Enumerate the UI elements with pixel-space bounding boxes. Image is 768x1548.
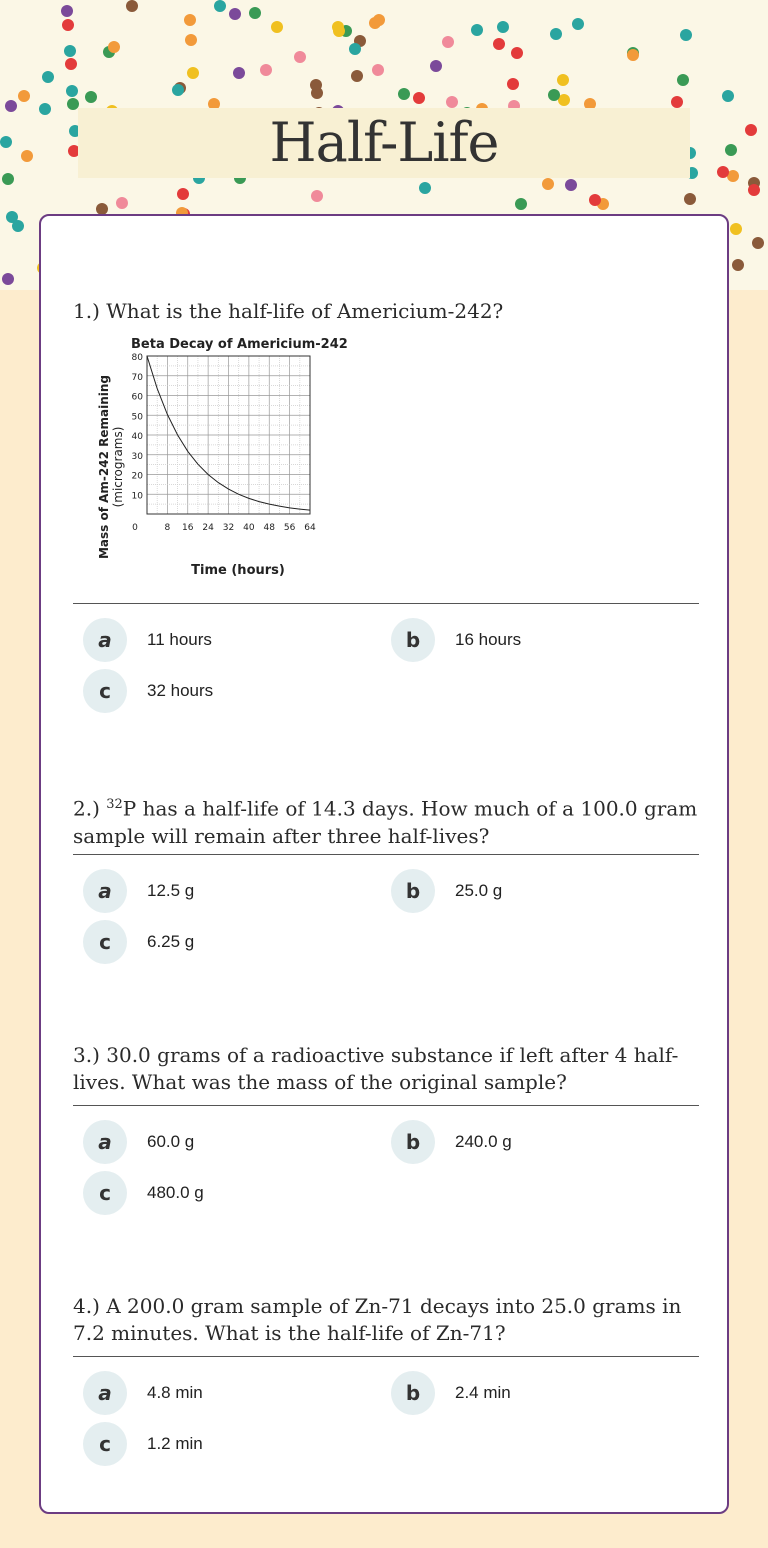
chart-x-tick-label: 24	[202, 523, 214, 533]
question-3-option-c[interactable]	[83, 1171, 204, 1215]
chart-x-axis-label: Time (hours)	[191, 563, 285, 578]
question-4-option-c[interactable]	[83, 1422, 203, 1466]
question-3-option-a[interactable]	[83, 1120, 194, 1164]
confetti-dot	[64, 45, 76, 57]
question-1-divider	[73, 603, 699, 604]
chart-y-tick-label: 10	[131, 491, 143, 502]
question-4-option-a[interactable]	[83, 1371, 203, 1415]
question-3-text: 30.0 grams of a radioactive substance if left after 4 half-lives. What was the mass of the original sample?	[73, 1043, 679, 1094]
confetti-dot	[369, 17, 381, 29]
confetti-dot	[42, 71, 54, 83]
option-letter-c: c	[83, 1422, 127, 1466]
question-2-option-c[interactable]	[83, 920, 194, 964]
option-text: 32 hours	[147, 681, 214, 700]
question-2-option-a[interactable]	[83, 869, 194, 913]
confetti-dot	[748, 184, 760, 196]
chart-y-tick-label: 80	[131, 353, 143, 363]
question-1	[73, 298, 699, 325]
option-text: 60.0 g	[147, 1132, 195, 1151]
page-title: Half-Life	[269, 111, 499, 174]
confetti-dot	[5, 100, 17, 112]
confetti-dot	[446, 96, 458, 108]
option-text: 2.4 min	[455, 1383, 511, 1402]
confetti-dot	[419, 182, 431, 194]
confetti-dot	[398, 88, 410, 100]
question-4-option-b[interactable]	[391, 1371, 511, 1415]
chart-y-ticks	[132, 353, 144, 501]
confetti-dot	[233, 67, 245, 79]
confetti-dot	[511, 47, 523, 59]
option-letter-c: c	[83, 669, 127, 713]
confetti-dot	[557, 74, 569, 86]
question-2-divider	[73, 854, 699, 855]
confetti-dot	[442, 36, 454, 48]
option-text: 16 hours	[455, 630, 522, 649]
chart-y-tick-label: 70	[131, 372, 143, 383]
chart-x-tick-label: 64	[304, 523, 316, 533]
confetti-dot	[332, 21, 344, 33]
confetti-dot	[430, 60, 442, 72]
worksheet-card	[39, 214, 729, 1514]
question-1-option-a[interactable]	[83, 618, 212, 662]
question-3-number: 3.)	[73, 1043, 100, 1067]
question-1-number: 1.)	[73, 299, 100, 323]
option-text: 240.0 g	[455, 1132, 512, 1151]
confetti-dot	[311, 87, 323, 99]
confetti-dot	[62, 19, 74, 31]
confetti-dot	[0, 136, 12, 148]
question-4-text: A 200.0 gram sample of Zn-71 decays into 25.0 grams in 7.2 minutes. What is the half-life of Zn-71?	[73, 1294, 682, 1345]
option-letter-b: b	[391, 1371, 435, 1415]
confetti-dot	[548, 89, 560, 101]
chart-x-tick-label: 56	[283, 523, 296, 533]
question-2-number: 2.)	[73, 796, 100, 821]
question-4	[73, 1293, 699, 1347]
confetti-dot	[684, 193, 696, 205]
option-text: 12.5 g	[147, 881, 195, 900]
confetti-dot	[18, 90, 30, 102]
confetti-dot	[493, 38, 505, 50]
option-letter-b: b	[391, 1120, 435, 1164]
confetti-dot	[372, 64, 384, 76]
option-text: 11 hours	[147, 630, 212, 649]
confetti-dot	[745, 124, 757, 136]
confetti-dot	[515, 198, 527, 210]
confetti-dot	[229, 8, 241, 20]
chart-grid	[147, 356, 310, 514]
option-letter-a: a	[83, 618, 127, 662]
chart-x-tick-label: 48	[263, 523, 275, 533]
option-text: 6.25 g	[147, 932, 195, 951]
question-4-divider	[73, 1356, 699, 1357]
confetti-dot	[2, 173, 14, 185]
confetti-dot	[177, 188, 189, 200]
chart-title: Beta Decay of Americium-242	[131, 337, 348, 352]
question-3-option-b[interactable]	[391, 1120, 512, 1164]
confetti-dot	[677, 74, 689, 86]
question-1-text: What is the half-life of Americium-242?	[106, 299, 504, 323]
confetti-dot	[85, 91, 97, 103]
confetti-dot	[572, 18, 584, 30]
chart-y-tick-label: 30	[131, 451, 143, 462]
option-letter-a: a	[83, 869, 127, 913]
confetti-dot	[172, 84, 184, 96]
chart-x-tick-label: 16	[182, 523, 194, 533]
chart-y-axis-label: Mass of Am-242 Remaining	[97, 374, 111, 560]
option-letter-c: c	[83, 1171, 127, 1215]
option-letter-a: a	[83, 1371, 127, 1415]
option-letter-c: c	[83, 920, 127, 964]
chart-x-tick-label: 8	[164, 523, 171, 533]
confetti-dot	[271, 21, 283, 33]
option-text: 1.2 min	[147, 1434, 203, 1453]
confetti-dot	[730, 223, 742, 235]
chart-y-tick-label: 20	[131, 471, 143, 482]
question-1-option-c[interactable]	[83, 669, 213, 713]
confetti-dot	[126, 0, 138, 12]
chart-y-axis-units: (micrograms)	[111, 426, 125, 508]
confetti-dot	[21, 150, 33, 162]
chart-y-tick-label: 50	[131, 412, 143, 423]
question-2-option-b[interactable]	[391, 869, 502, 913]
confetti-dot	[752, 237, 764, 249]
confetti-dot	[627, 49, 639, 61]
option-letter-a: a	[83, 1120, 127, 1164]
chart-y-tick-label: 40	[131, 432, 143, 442]
confetti-dot	[671, 96, 683, 108]
confetti-dot	[187, 67, 199, 79]
confetti-dot	[725, 144, 737, 156]
confetti-dot	[349, 43, 361, 55]
confetti-dot	[732, 259, 744, 271]
confetti-dot	[2, 273, 14, 285]
confetti-dot	[249, 7, 261, 19]
confetti-dot	[108, 41, 120, 53]
chart-x-tick-label: 32	[222, 523, 235, 533]
option-text: 480.0 g	[147, 1183, 204, 1202]
option-text: 25.0 g	[455, 881, 503, 900]
question-1-option-b[interactable]	[391, 618, 521, 662]
confetti-dot	[542, 178, 554, 190]
confetti-dot	[589, 194, 601, 206]
question-2-superscript: 32	[106, 797, 123, 812]
confetti-dot	[116, 197, 128, 209]
chart-beta-decay	[97, 334, 357, 584]
confetti-dot	[722, 90, 734, 102]
chart-x-ticks	[132, 523, 316, 533]
question-2	[73, 791, 699, 850]
confetti-dot	[260, 64, 272, 76]
chart-svg	[97, 334, 357, 584]
chart-x-tick-label: 40	[243, 523, 255, 533]
confetti-dot	[184, 14, 196, 26]
option-letter-b: b	[391, 618, 435, 662]
confetti-dot	[351, 70, 363, 82]
confetti-dot	[65, 58, 77, 70]
question-2-text: P has a half-life of 14.3 days. How much of a 100.0 gram sample will remain after three half-lives?	[73, 796, 698, 848]
option-letter-b: b	[391, 869, 435, 913]
confetti-dot	[717, 166, 729, 178]
chart-y-tick-label: 60	[131, 392, 143, 403]
confetti-dot	[565, 179, 577, 191]
confetti-dot	[294, 51, 306, 63]
confetti-dot	[680, 29, 692, 41]
confetti-dot	[214, 0, 226, 12]
confetti-dot	[66, 85, 78, 97]
confetti-dot	[39, 103, 51, 115]
confetti-dot	[471, 24, 483, 36]
confetti-dot	[507, 78, 519, 90]
option-text: 4.8 min	[147, 1383, 203, 1402]
question-3	[73, 1042, 699, 1096]
confetti-dot	[413, 92, 425, 104]
question-3-divider	[73, 1105, 699, 1106]
confetti-dot	[61, 5, 73, 17]
confetti-dot	[12, 220, 24, 232]
confetti-dot	[497, 21, 509, 33]
chart-x-tick-label: 0	[132, 523, 138, 533]
confetti-dot	[185, 34, 197, 46]
confetti-dot	[550, 28, 562, 40]
question-4-number: 4.)	[73, 1294, 100, 1318]
confetti-dot	[311, 190, 323, 202]
